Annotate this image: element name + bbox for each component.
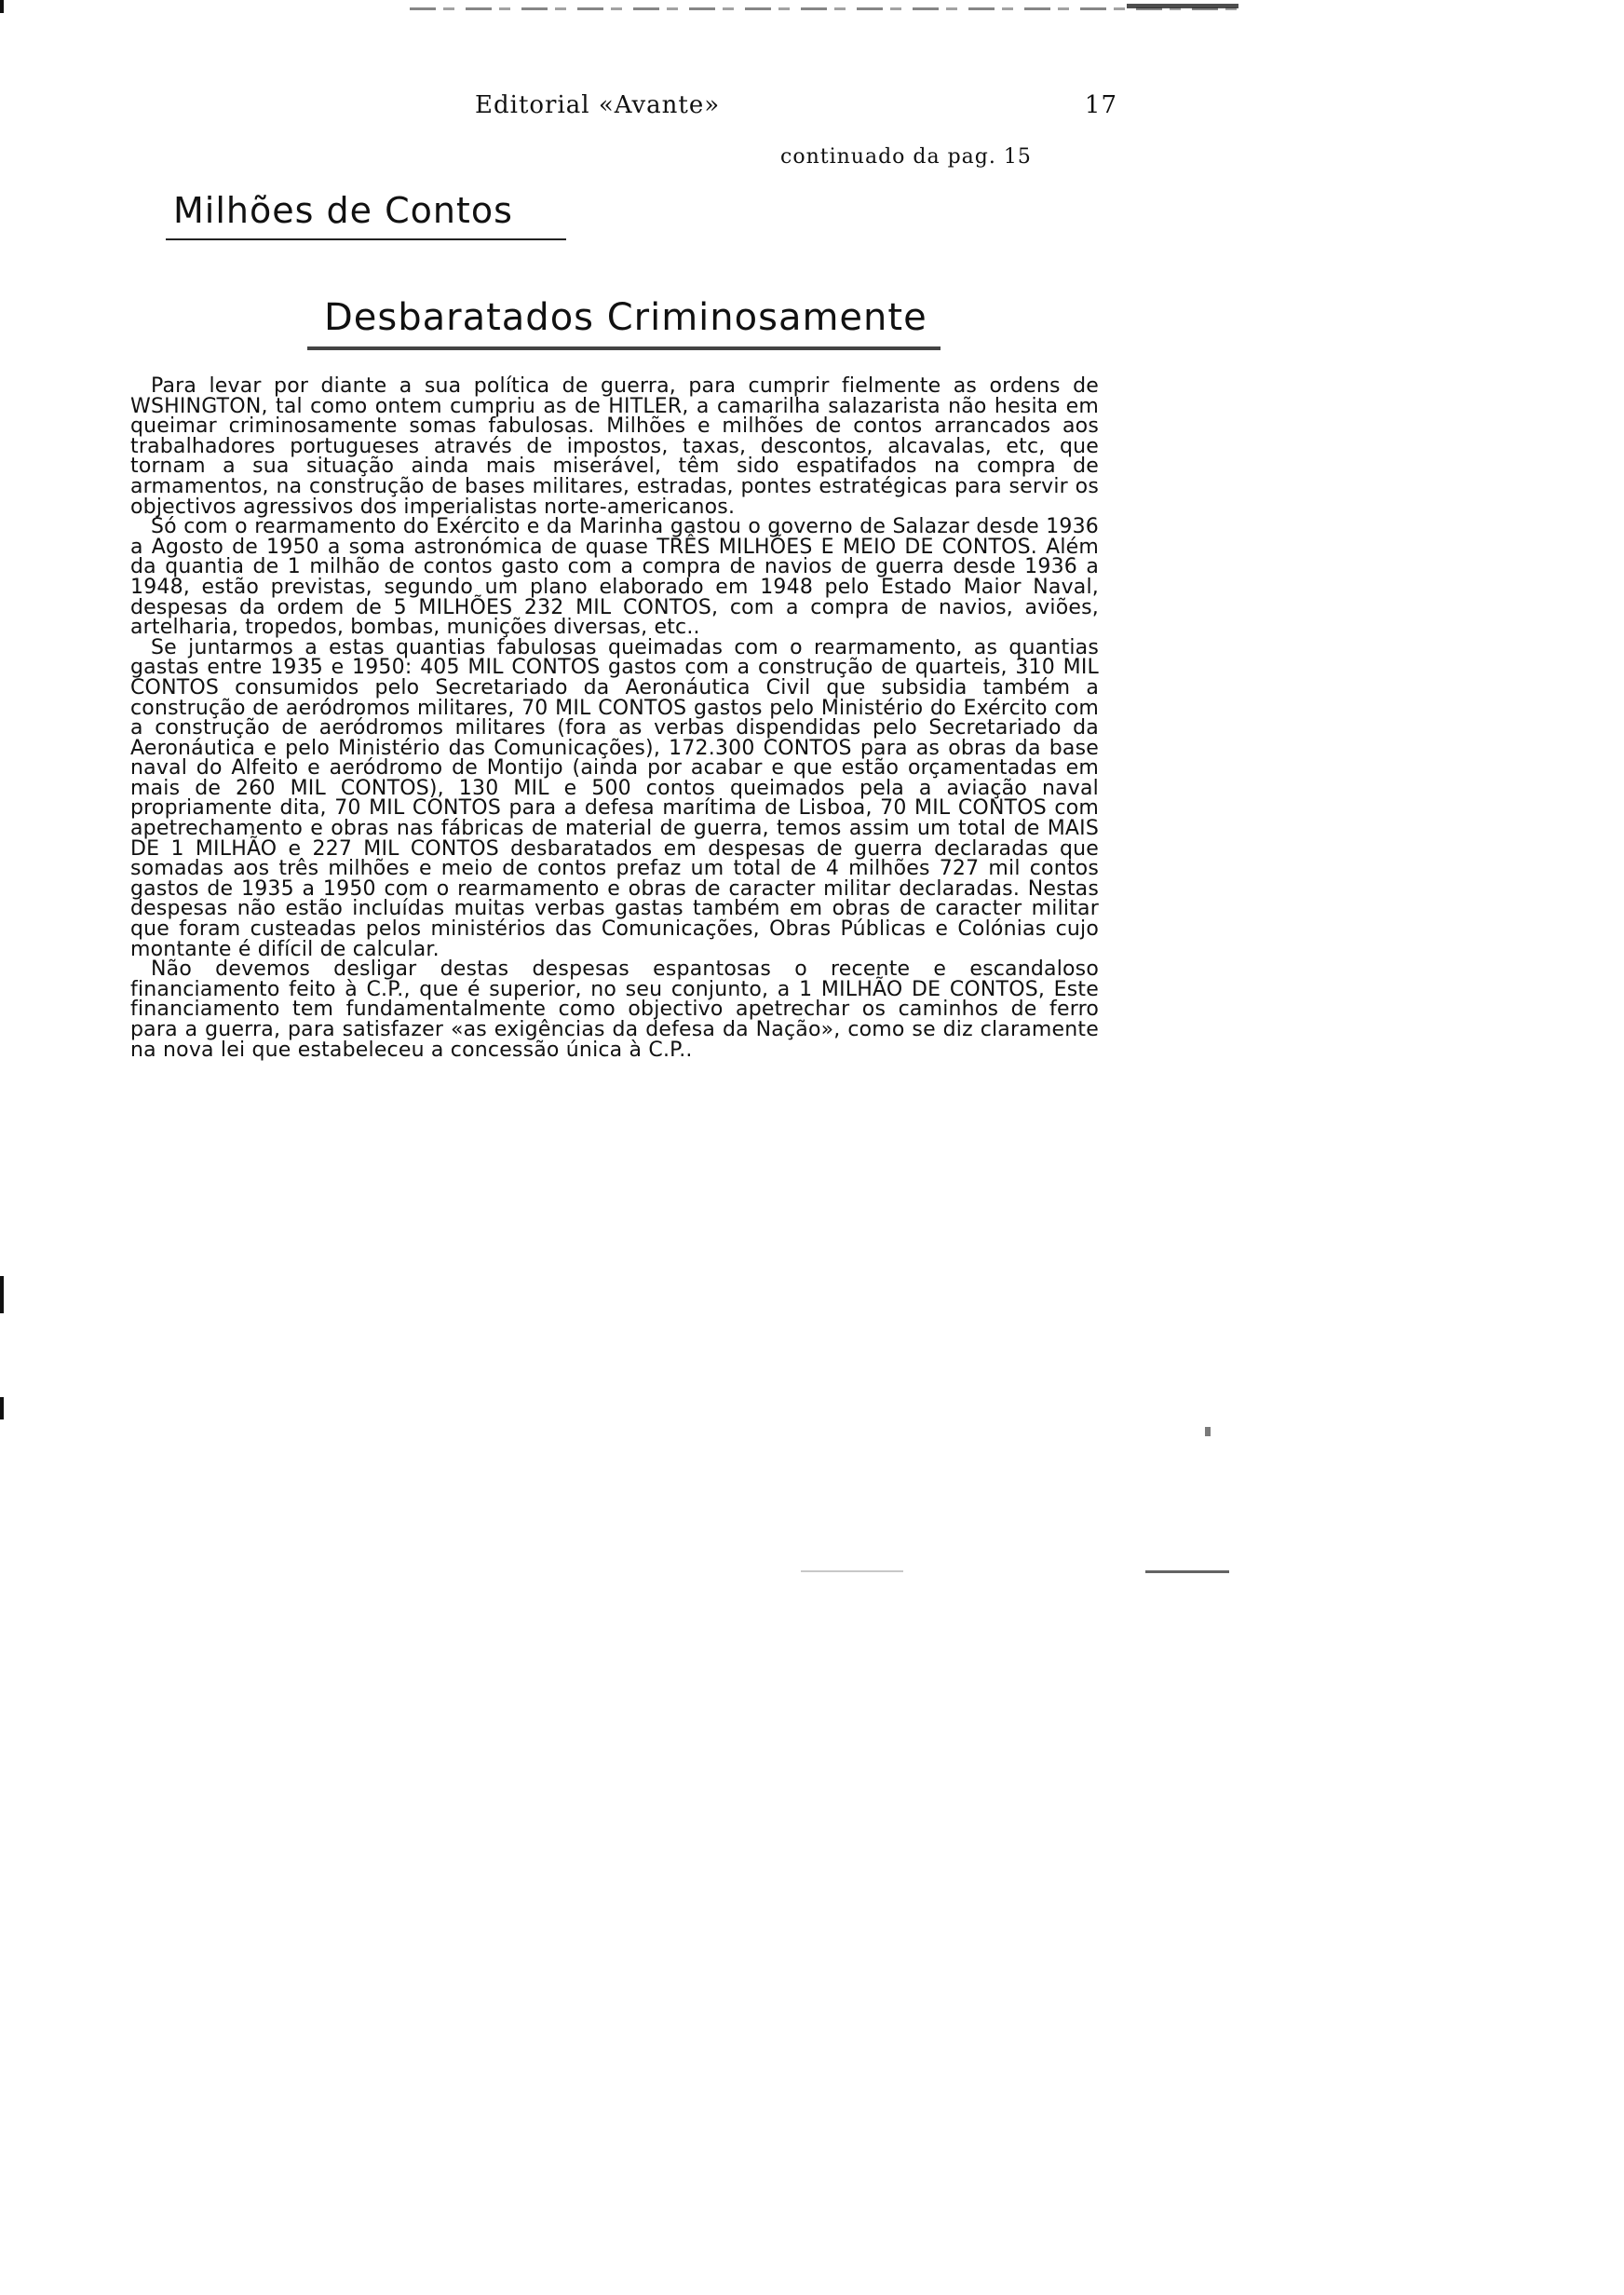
- scan-speck: [1205, 1427, 1211, 1436]
- page-number: 17: [1084, 91, 1117, 119]
- paragraph: Se juntarmos a estas quantias fabulosas queimadas com o rearmamento, as quantias gastas entre 1935 e 1950: 405 MIL CONTOS gastos com a construção de quarteis, 310 MIL CONTOS consumidos pelo Secretariado da Aeronáutica Civil que subsidia também a construção de aeródromos militares, 70 MIL CONTOS gastos pelo Ministério do Exército com a construção de aeródromos militares (fora as verbas dispendidas pelo Secretariado da Aeronáutica e pelo Ministério das Comunicações), 172.300 CONTOS para as obras da base naval do Alfeito e aeródromo de Montijo (ainda por acabar e que estão orçamentadas em mais de 260 MIL CONTOS), 130 MIL e 500 contos queimados pela a aviação naval propriamente dita, 70 MIL CONTOS para a defesa marítima de Lisboa, 70 MIL CONTOS com apetrechamento e obras nas fábricas de material de guerra, temos assim um total de MAIS DE 1 MILHÃO e 227 MIL CONTOS desbaratados em despesas de guerra declaradas que somadas aos três milhões e meio de contos prefaz um total de 4 milhões 727 mil contos gastos de 1935 a 1950 com o rearmamento e obras de caracter militar declaradas. Nestas despesas não estão incluídas muitas verbas gastas também em obras de caracter militar que foram custeadas pelos ministérios das Comunicações, Obras Públicas e Colónias cujo montante é difícil de calcular.: [130, 635, 1099, 961]
- scan-artifact-left: [0, 1397, 4, 1419]
- article-subtitle: Desbaratados Criminosamente: [324, 296, 927, 339]
- subtitle-underline: [307, 346, 941, 350]
- scan-speck: [1145, 1570, 1229, 1573]
- page-header: [466, 91, 1117, 123]
- article-title: Milhões de Contos: [173, 190, 513, 231]
- continued-note: continuado da pag. 15: [780, 145, 1032, 169]
- paragraph: Só com o rearmamento do Exército e da Marinha gastou o governo de Salazar desde 1936 a Agosto de 1950 a soma astronómica de quase TRÊS MILHÕES E MEIO DE CONTOS. Além da quantia de 1 milhão de contos gasto com a compra de navios de guerra desde 1936 a 1948, estão previstas, segundo um plano elaborado em 1948 pelo Estado Maior Naval, despesas da ordem de 5 MILHÕES 232 MIL CONTOS, com a compra de navios, aviões, artelharia, tropedos, bombas, munições diversas, etc..: [130, 515, 1099, 640]
- scan-artifact-top-right: [1127, 4, 1238, 8]
- scan-artifact-top: [410, 7, 1248, 10]
- journal-name: Editorial «Avante»: [475, 91, 721, 119]
- scan-speck: [801, 1570, 903, 1572]
- paragraph: Para levar por diante a sua política de guerra, para cumprir fielmente as ordens de WSHINGTON, tal como ontem cumpriu as de HITLER, a camarilha salazarista não hesita em queimar criminosamente somas fabulosas. Milhões e milhões de contos arrancados aos trabalhadores portugueses através de impostos, taxas, descontos, alcavalas, etc, que tornam a sua situação ainda mais miserável, têm sido espatifados na compra de armamentos, na construção de bases militares, estradas, pontes estratégicas para servir os objectivos agressivos dos imperialistas norte-americanos.: [130, 374, 1099, 519]
- paragraph: Não devemos desligar destas despesas espantosas o recente e escandaloso financiamento feito à C.P., que é superior, no seu conjunto, a 1 MILHÃO DE CONTOS, Este financiamento tem fundamentalmente como objectivo apetrechar os caminhos de ferro para a guerra, para satisfazer «as exigências da defesa da Nação», como se diz claramente na nova lei que estabeleceu a concessão única à C.P..: [130, 957, 1099, 1062]
- title-underline: [166, 238, 566, 240]
- scan-artifact-left: [0, 1276, 4, 1313]
- article-body: [130, 376, 1099, 1060]
- scan-artifact-left: [0, 0, 4, 13]
